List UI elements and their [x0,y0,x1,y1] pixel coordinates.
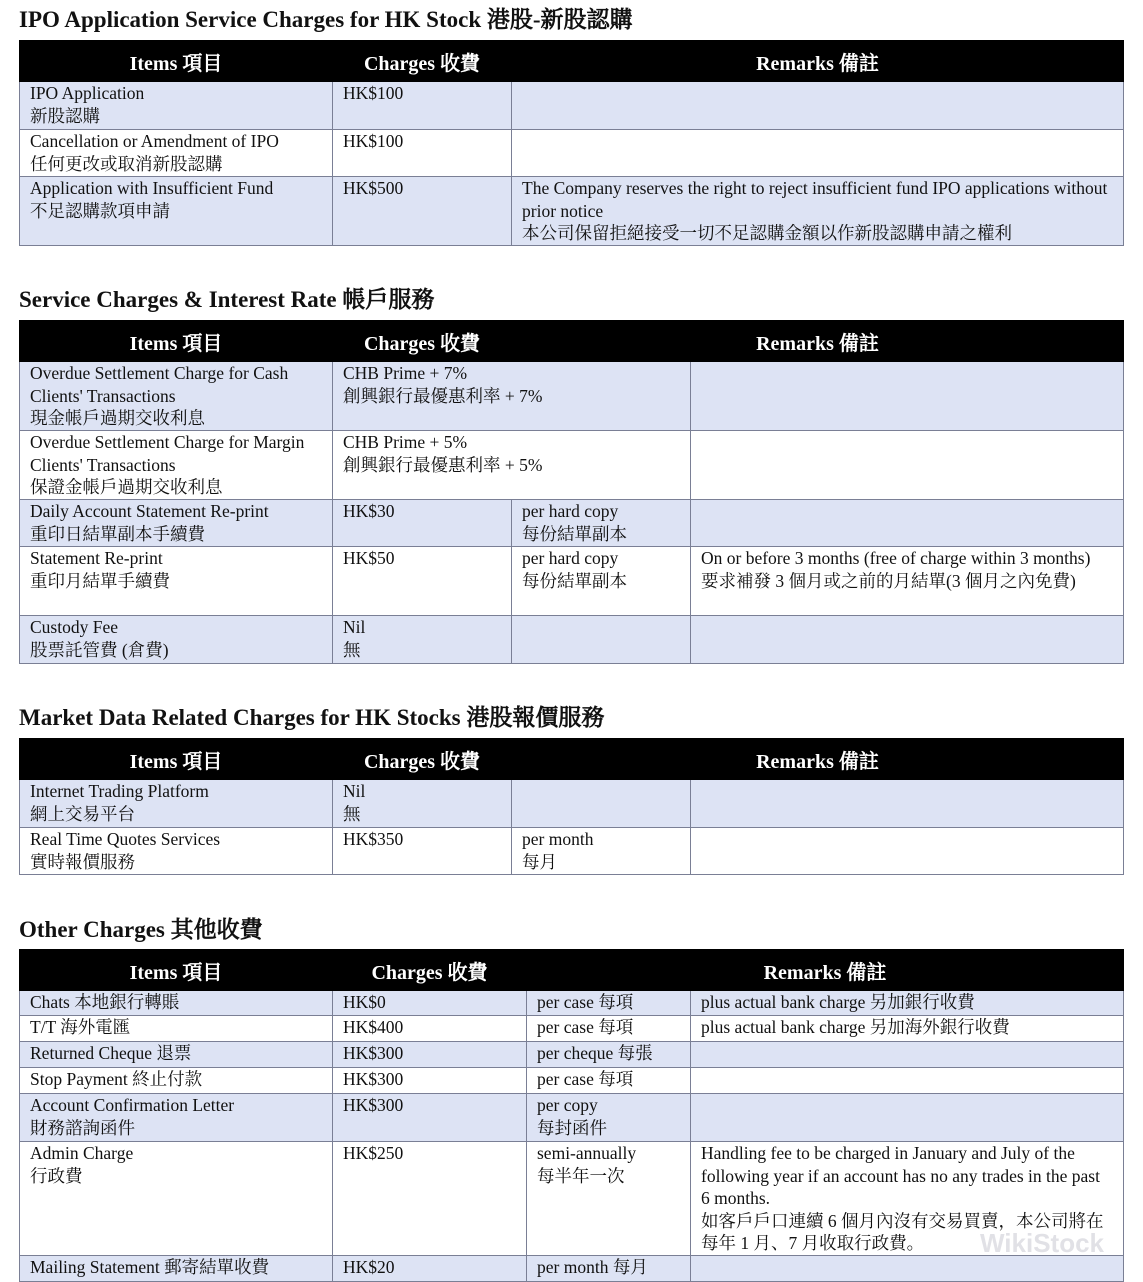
charge-cell: Nil 無 [333,616,512,664]
remark-cell [512,82,1124,130]
unit-cell [512,616,691,664]
charge-cell: Nil 無 [333,780,512,828]
remark-cell: plus actual bank charge 另加海外銀行收費 [691,1016,1124,1042]
item-cell: Overdue Settlement Charge for Margin Clients' Transactions 保證金帳戶過期交收利息 [20,431,333,500]
remark-cell [691,1094,1124,1142]
ipo-charges-table [19,40,1124,246]
table-row [20,500,1124,547]
watermark-logo: WikiStock [980,1228,1105,1258]
item-cell: Custody Fee 股票託管費 (倉費) [20,616,333,664]
item-cell: Daily Account Statement Re-print 重印日結單副本手續費 [20,500,333,547]
table-row [20,547,1124,616]
header-items: Items 項目 [20,41,333,82]
remark-cell [691,1042,1124,1068]
remark-cell [691,1256,1124,1282]
item-cell: Admin Charge 行政費 [20,1142,333,1256]
charge-cell: HK$400 [333,1016,527,1042]
charge-cell: HK$350 [333,828,512,875]
remark-cell [691,616,1124,664]
item-cell: Overdue Settlement Charge for Cash Clients' Transactions 現金帳戶過期交收利息 [20,362,333,431]
unit-cell [512,780,691,828]
item-cell: Stop Payment 終止付款 [20,1068,333,1094]
item-cell: IPO Application 新股認購 [20,82,333,130]
section-title-ipo: IPO Application Service Charges for HK Stock 港股-新股認購 [19,7,633,32]
charge-cell: HK$300 [333,1068,527,1094]
unit-cell: per hard copy 每份結單副本 [512,500,691,547]
header-charges: Charges 收費 [333,321,512,362]
remark-cell [691,500,1124,547]
remark-cell [691,431,1124,500]
service-charges-table [19,320,1124,664]
remark-cell: The Company reserves the right to reject insufficient fund IPO applications without prior notice 本公司保留拒絕接受一切不足認購金額以作新股認購申請之權利 [512,177,1124,246]
unit-cell: per month 每月 [527,1256,691,1282]
unit-cell: per month 每月 [512,828,691,875]
item-cell: T/T 海外電匯 [20,1016,333,1042]
table-row [20,991,1124,1016]
table-row [20,1068,1124,1094]
header-charges: Charges 收費 [333,950,527,991]
table-row [20,177,1124,246]
item-cell: Internet Trading Platform 網上交易平台 [20,780,333,828]
table-row [20,431,1124,500]
table-row [20,616,1124,664]
item-cell: Application with Insufficient Fund 不足認購款項申請 [20,177,333,246]
table-row [20,130,1124,177]
charge-cell: CHB Prime + 5% 創興銀行最優惠利率 + 5% [333,431,691,500]
unit-cell: per case 每項 [527,991,691,1016]
remark-cell: Handling fee to be charged in January and July of the following year if an account has no any trades in the past 6 months. 如客戶戶口連續 6 個月內沒有交易買賣，本公司將在每年 1 月、7 月收取行政費。 [691,1142,1124,1256]
item-cell: Returned Cheque 退票 [20,1042,333,1068]
remark-cell [691,362,1124,431]
charge-cell: HK$0 [333,991,527,1016]
table-row [20,1094,1124,1142]
section-title-service: Service Charges & Interest Rate 帳戶服務 [19,287,435,312]
table-row [20,362,1124,431]
table-row [20,828,1124,875]
item-cell: Chats 本地銀行轉賬 [20,991,333,1016]
remark-cell [691,828,1124,875]
table-row [20,1016,1124,1042]
unit-cell: per case 每項 [527,1016,691,1042]
charge-cell: HK$250 [333,1142,527,1256]
section-title-market: Market Data Related Charges for HK Stocks 港股報價服務 [19,705,605,730]
item-cell: Mailing Statement 郵寄結單收費 [20,1256,333,1282]
charge-cell: HK$300 [333,1094,527,1142]
header-items: Items 項目 [20,950,333,991]
header-items: Items 項目 [20,739,333,780]
charge-cell: HK$300 [333,1042,527,1068]
header-remarks: Remarks 備註 [512,41,1124,82]
item-cell: Account Confirmation Letter 財務諮詢函件 [20,1094,333,1142]
remark-cell [691,1068,1124,1094]
item-cell: Real Time Quotes Services 實時報價服務 [20,828,333,875]
unit-cell: per cheque 每張 [527,1042,691,1068]
table-row [20,1042,1124,1068]
charge-cell: HK$100 [333,82,512,130]
other-charges-table [19,949,1124,1282]
header-charges: Charges 收費 [333,41,512,82]
header-remarks: Remarks 備註 [527,950,1124,991]
table-row [20,1142,1124,1256]
unit-cell: per copy 每封函件 [527,1094,691,1142]
header-remarks: Remarks 備註 [512,739,1124,780]
header-items: Items 項目 [20,321,333,362]
charge-cell: HK$500 [333,177,512,246]
item-cell: Cancellation or Amendment of IPO 任何更改或取消新股認購 [20,130,333,177]
item-cell: Statement Re-print 重印月結單手續費 [20,547,333,616]
market-data-table [19,738,1124,875]
section-title-other: Other Charges 其他收費 [19,917,263,942]
unit-cell: semi-annually 每半年一次 [527,1142,691,1256]
unit-cell: per hard copy 每份結單副本 [512,547,691,616]
table-row [20,82,1124,130]
charge-cell: HK$30 [333,500,512,547]
table-row [20,1256,1124,1282]
remark-cell: On or before 3 months (free of charge within 3 months) 要求補發 3 個月或之前的月結單(3 個月之內免費) [691,547,1124,616]
charge-cell: HK$100 [333,130,512,177]
charge-cell: HK$50 [333,547,512,616]
charge-cell: HK$20 [333,1256,527,1282]
unit-cell: per case 每項 [527,1068,691,1094]
remark-cell [512,130,1124,177]
remark-cell: plus actual bank charge 另加銀行收費 [691,991,1124,1016]
remark-cell [691,780,1124,828]
table-row [20,780,1124,828]
header-charges: Charges 收費 [333,739,512,780]
header-remarks: Remarks 備註 [512,321,1124,362]
charge-cell: CHB Prime + 7% 創興銀行最優惠利率 + 7% [333,362,691,431]
